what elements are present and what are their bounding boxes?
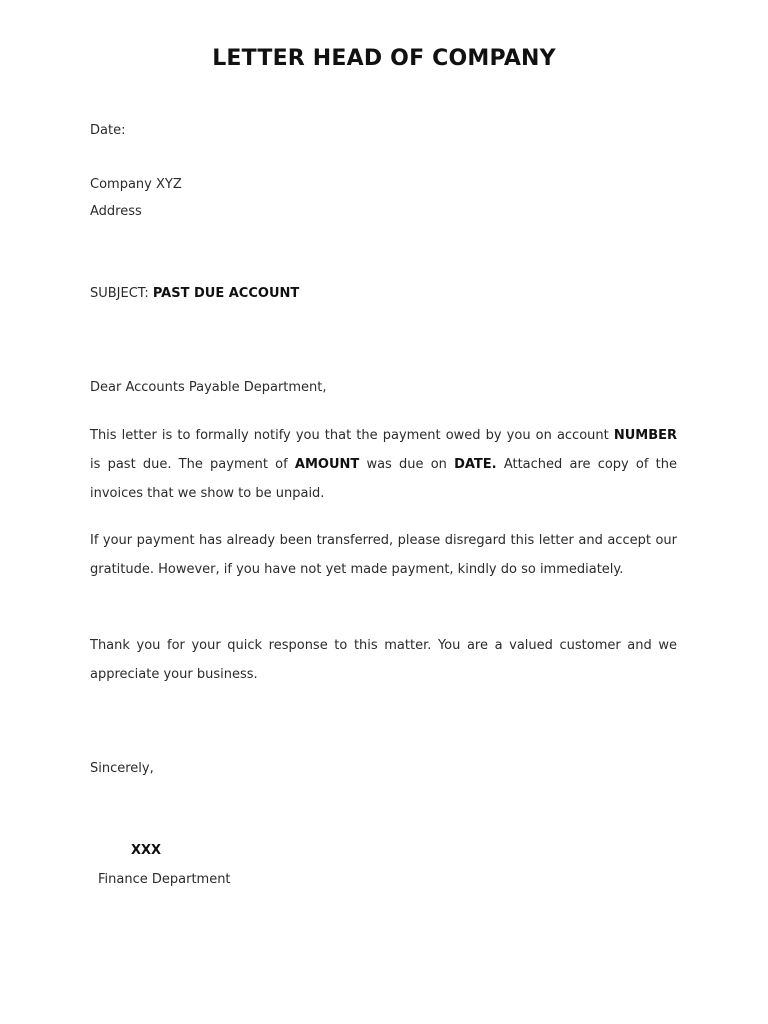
signatory-name	[131, 843, 161, 859]
subject-line	[90, 286, 299, 302]
subject-label: SUBJECT:	[90, 286, 153, 301]
paragraph-notice-text-4: Attached are copy of the invoices that we show to be unpaid.	[90, 457, 677, 501]
signatory-department: Finance Department	[98, 872, 231, 887]
amount-due: AMOUNT	[294, 457, 360, 472]
letterhead-title: LETTER HEAD OF COMPANY	[212, 46, 556, 71]
date-label: Date:	[90, 123, 126, 138]
due-date: DATE.	[454, 457, 497, 472]
recipient-company: Company XYZ	[90, 177, 182, 192]
salutation: Dear Accounts Payable Department,	[90, 380, 327, 395]
paragraph-notice	[90, 421, 677, 508]
paragraph-notice-text-3: was due on	[359, 457, 455, 472]
paragraph-notice-text-2: is past due. The payment of	[90, 457, 295, 472]
paragraph-notice-text-1: This letter is to formally notify you that the payment owed by you on account	[90, 428, 614, 443]
account-number: NUMBER	[613, 428, 677, 443]
paragraph-payment-transferred: If your payment has already been transferred, please disregard this letter and accept our gratitude. However, if you have not yet made payment, kindly do so immediately.	[90, 533, 677, 577]
paragraph-thank-you: Thank you for your quick response to this matter. You are a valued customer and we appreciate your business.	[90, 638, 677, 682]
subject-value: PAST DUE ACCOUNT	[152, 286, 300, 301]
closing: Sincerely,	[90, 761, 154, 776]
recipient-address: Address	[90, 204, 142, 219]
signatory-name-text: XXX	[131, 843, 162, 858]
